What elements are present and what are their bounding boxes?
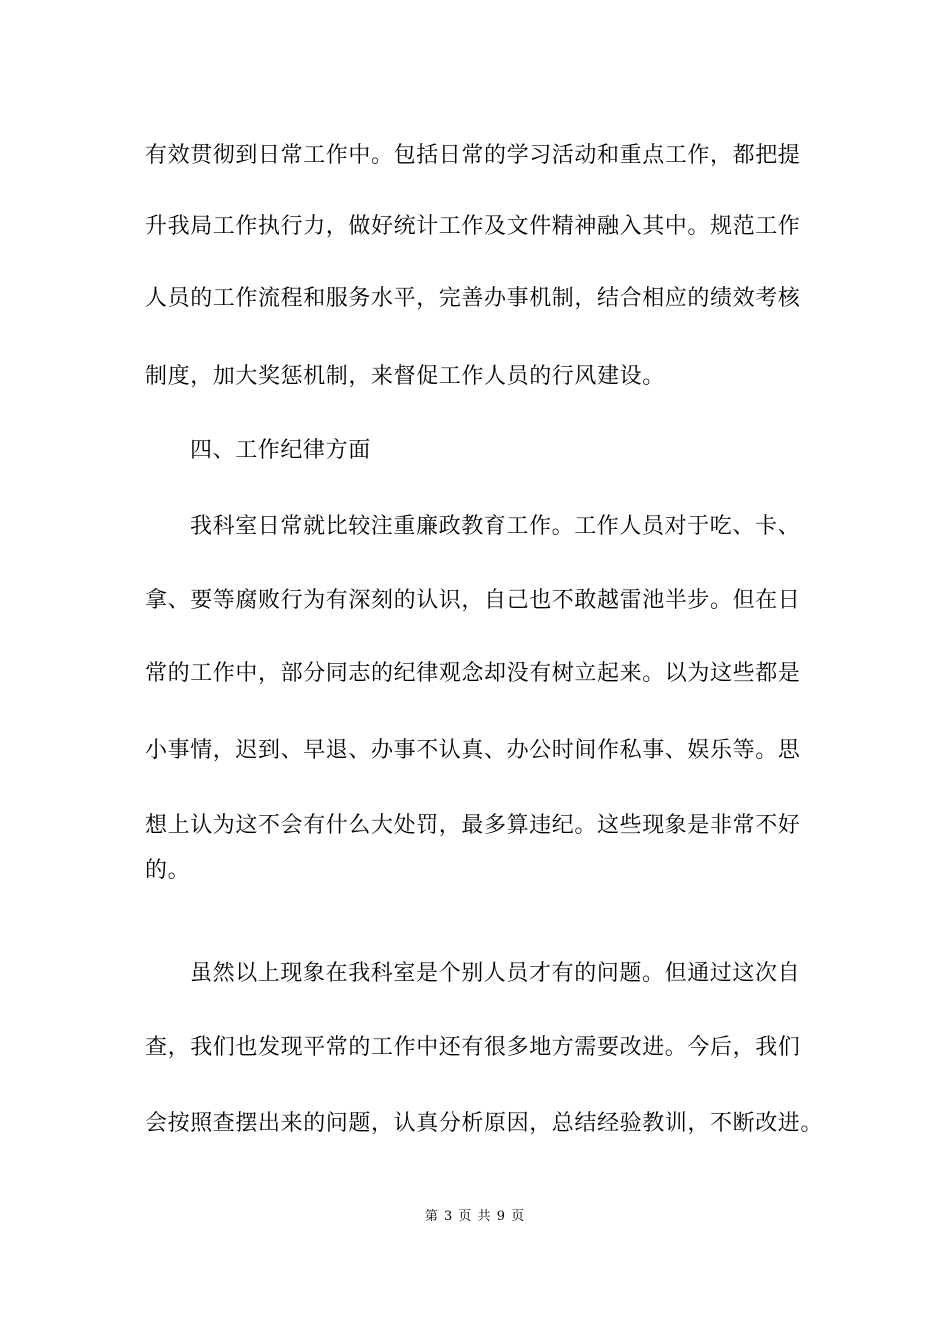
paragraph-2-line-4: 小事情，迟到、早退、办事不认真、办公时间作私事、娱乐等。思 <box>145 738 801 763</box>
paragraph-3-line-1: 虽然以上现象在我科室是个别人员才有的问题。但通过这次自 <box>190 961 801 986</box>
paragraph-3-line-3: 会按照查摆出来的问题，认真分析原因，总结经验教训，不断改进。 <box>145 1111 824 1136</box>
paragraph-2-line-6: 的。 <box>145 858 191 883</box>
paragraph-2-line-1: 我科室日常就比较注重廉政教育工作。工作人员对于吃、卡、 <box>190 514 801 539</box>
section-heading: 四、工作纪律方面 <box>190 438 371 463</box>
paragraph-2-line-5: 想上认为这不会有什么大处罚，最多算违纪。这些现象是非常不好 <box>145 813 801 838</box>
paragraph-3-line-2: 查，我们也发现平常的工作中还有很多地方需要改进。今后，我们 <box>145 1035 801 1060</box>
paragraph-1-line-4: 制度，加大奖惩机制，来督促工作人员的行风建设。 <box>145 364 665 389</box>
paragraph-1-line-3: 人员的工作流程和服务水平，完善办事机制，结合相应的绩效考核 <box>145 286 801 311</box>
page-number-footer: 第 3 页 共 9 页 <box>424 1209 526 1224</box>
paragraph-2-line-2: 拿、要等腐败行为有深刻的认识，自己也不敢越雷池半步。但在日 <box>145 588 801 613</box>
paragraph-1-line-1: 有效贯彻到日常工作中。包括日常的学习活动和重点工作，都把提 <box>145 143 801 168</box>
paragraph-2-line-3: 常的工作中，部分同志的纪律观念却没有树立起来。以为这些都是 <box>145 661 801 686</box>
paragraph-1-line-2: 升我局工作执行力，做好统计工作及文件精神融入其中。规范工作 <box>145 214 801 239</box>
